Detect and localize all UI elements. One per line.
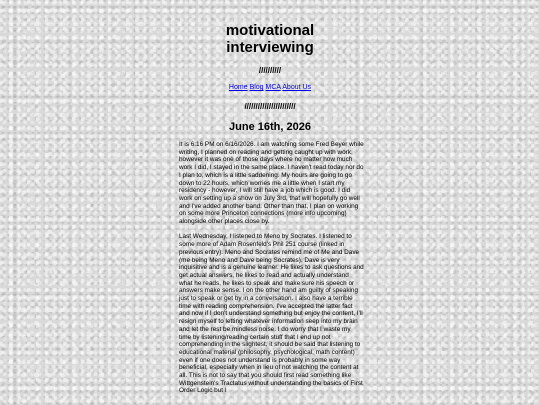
nav-link-home[interactable]: Home [228, 84, 248, 91]
nav-link-mca[interactable]: MCA [265, 84, 281, 91]
site-title: motivational interviewing [225, 22, 315, 56]
site-header [0, 22, 540, 56]
post-paragraph: Last Wednesday, I listened to Meno by Socrates. I listened to some more of Adam Rosenfeld's Phil 251 course (linked in previous entry). Meno and Socrates remind me of Me and Dave (me being Meno and Dave being Socrates). Dave is very inquisitive and is a genuine learner. He likes to ask questions and get actual answers, he likes to read and actually understand what he reads, he likes to speak and make sure his speech or answers make sense. I on the other hand am guilty of speaking just to speak or get by in a conversation. I also have a terrible time with reading comprehension. I've accepted the latter fact and now if I don't understand something but enjoy the content, I'll resign myself to letting whatever information seep into my brain and let the rest be mindless noise. I do worry that I waste my time by listening/reading certain stuff that I end up not comprehending in the slightest, it should be said that listening to educational material (philosophy, psychological, math content) even if one does not understand is probably in some way beneficial, especially when in lieu of not watching the content at all. This is not to say that you should first read something like Wittgenstein's Tractatus without understanding the basics of First Order Logic but I [179, 233, 364, 395]
nav-link-about-us[interactable]: About Us [282, 84, 312, 91]
divider-bottom: /////////////////////// [244, 102, 296, 111]
post-date: June 16th, 2026 [229, 121, 311, 133]
post-paragraph: It is 6:16 PM on 6/16/2026. I am watching some Fred Beyer while writing, I planned on reading and getting caught up with work, however it was one of those days where no matter how much work I did, I stayed in the same place. I haven't read today nor do I plan to, which is a little saddening. My hours are going to go down to 22 hours, which worries me a little when I start my residency - however, I will still have a job which is good. I did work on setting up a show on July 3rd, that will hopefully go well and I've added another band. Other than that, I plan on working on some more Princeton connections (more info upcoming) alongside other places close by. [179, 141, 364, 226]
post-body [179, 141, 364, 403]
nav-link-blog[interactable]: Blog [249, 84, 264, 91]
main-nav [0, 84, 540, 91]
divider-top: ////////// [258, 66, 282, 75]
